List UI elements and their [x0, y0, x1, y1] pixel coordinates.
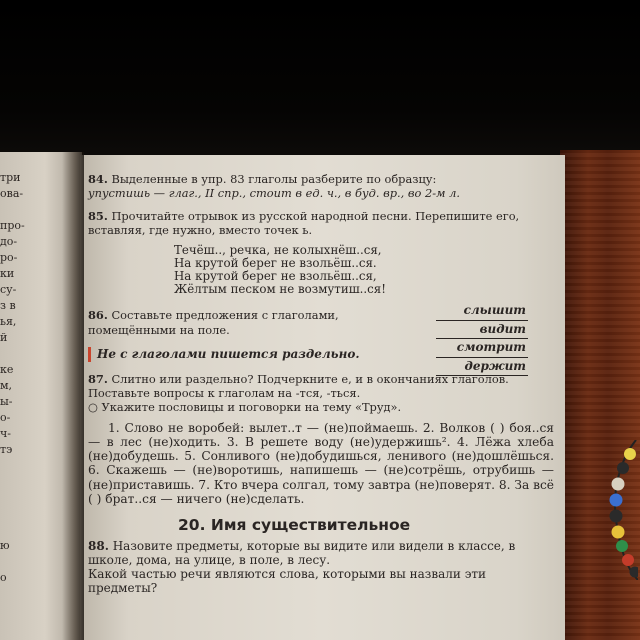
left-page-fragment: з в [0, 299, 16, 312]
poem [174, 244, 554, 297]
poem-line: Жёлтым песком не возмутиш..ся! [174, 282, 386, 297]
left-page-fragment [0, 554, 60, 570]
poem-line: Течёш.., речка, не колыхнёш..ся, [174, 242, 382, 257]
left-page-fragment: ке [0, 363, 14, 376]
left-page-fragment: ья, [0, 315, 17, 328]
margin-verb: слышит [436, 302, 528, 321]
margin-verb: видит [436, 321, 528, 340]
margin-verb: держит [436, 358, 528, 377]
poem-line: На крутой берег не взольёш..ся. [174, 255, 377, 270]
margin-verb: смотрит [436, 339, 528, 358]
grammar-rule: Не с глаголами пишется раздельно. [88, 347, 554, 361]
left-page-fragment: й [0, 331, 8, 344]
exercise-text: Назовите предметы, которые вы видите или видели в классе, в школе, дома, на улице, в поле, в лесу. [88, 538, 516, 567]
page-content [88, 172, 554, 595]
exercise-text: Составьте предложения с глаголами, помещёнными на поле. [88, 308, 339, 337]
left-page-fragment: ю [0, 539, 10, 552]
left-page-fragment [0, 490, 60, 506]
exercise-text: Слитно или раздельно? Подчеркните е, и в окончаниях глаголов. Поставьте вопросы к глаголам на -тся, -ться. [88, 371, 509, 401]
margin-verbs [436, 302, 528, 376]
left-page-fragment: ки [0, 267, 15, 280]
left-page-fragment: о- [0, 411, 11, 424]
left-page-fragment: ова- [0, 187, 24, 200]
exercise-number: 86. [88, 308, 108, 323]
left-page-fragment [0, 506, 60, 522]
left-page-text [0, 170, 60, 586]
bead-bracelet [598, 440, 638, 580]
exercise-text: Прочитайте отрывок из русской народной песни. Перепишите его, вставляя, где нужно, вместо точек ь. [88, 208, 520, 238]
left-page-fragment: про- [0, 219, 25, 232]
left-page-fragment: о [0, 571, 7, 584]
exercise-number: 88. [88, 538, 109, 553]
left-page-fragment: три [0, 171, 21, 184]
left-page-fragment: тэ [0, 443, 13, 456]
exercise-text: Выделенные в упр. 83 глаголы разберите по образцу: [111, 172, 437, 186]
left-page-fragment [0, 474, 60, 490]
exercise-87 [88, 372, 554, 506]
poem-line: На крутой берег не взольёш..ся, [174, 269, 377, 284]
dark-background [0, 0, 640, 158]
left-page-fragment [0, 522, 60, 538]
left-page-fragment: су- [0, 283, 17, 296]
left-page-fragment [0, 458, 60, 474]
section-heading: 20. Имя существительное [178, 516, 411, 535]
left-page-fragment: ро- [0, 251, 18, 264]
left-page-fragment: до- [0, 235, 18, 248]
exercise-number: 87. [88, 371, 108, 386]
left-page-fragment [0, 346, 60, 362]
left-page-fragment: ч- [0, 427, 11, 440]
exercise-number: 84. [88, 172, 108, 186]
exercise-body: 1. Слово не воробей: вылет..т — (не)поймаешь. 2. Волков ( ) боя..ся — в лес (не)ходить. 3. В решете воду (не)удержишь². 4. Лёжа хлеба (не)добудешь. 5. Сонливого (не)добудишься, ленивого (не)дошлёшься. 6. Скажешь — (не)воротишь, напишешь — (не)сотрёшь, отрубишь — (не)приставишь. 7. Кто вчера солгал, тому завтра (не)поверят. 8. За всё ( ) брат..ся — ничего (не)сделать. [88, 420, 554, 506]
exercise-88 [88, 539, 554, 596]
exercise-task: ○ Укажите пословицы и поговорки на тему «Труд». [88, 400, 402, 415]
exercise-text: Какой частью речи являются слова, которыми вы назвали эти предметы? [88, 566, 487, 596]
left-page-fragment: ы- [0, 395, 13, 408]
left-page-fragment [0, 202, 60, 218]
book-gutter [62, 152, 84, 640]
exercise-sample: упустишь — глаг., II спр., стоит в ед. ч., в буд. вр., во 2-м л. [88, 186, 460, 201]
exercise-85 [88, 209, 554, 238]
exercise-number: 85. [88, 208, 108, 223]
left-page-fragment: м, [0, 379, 13, 392]
exercise-84 [88, 172, 554, 201]
